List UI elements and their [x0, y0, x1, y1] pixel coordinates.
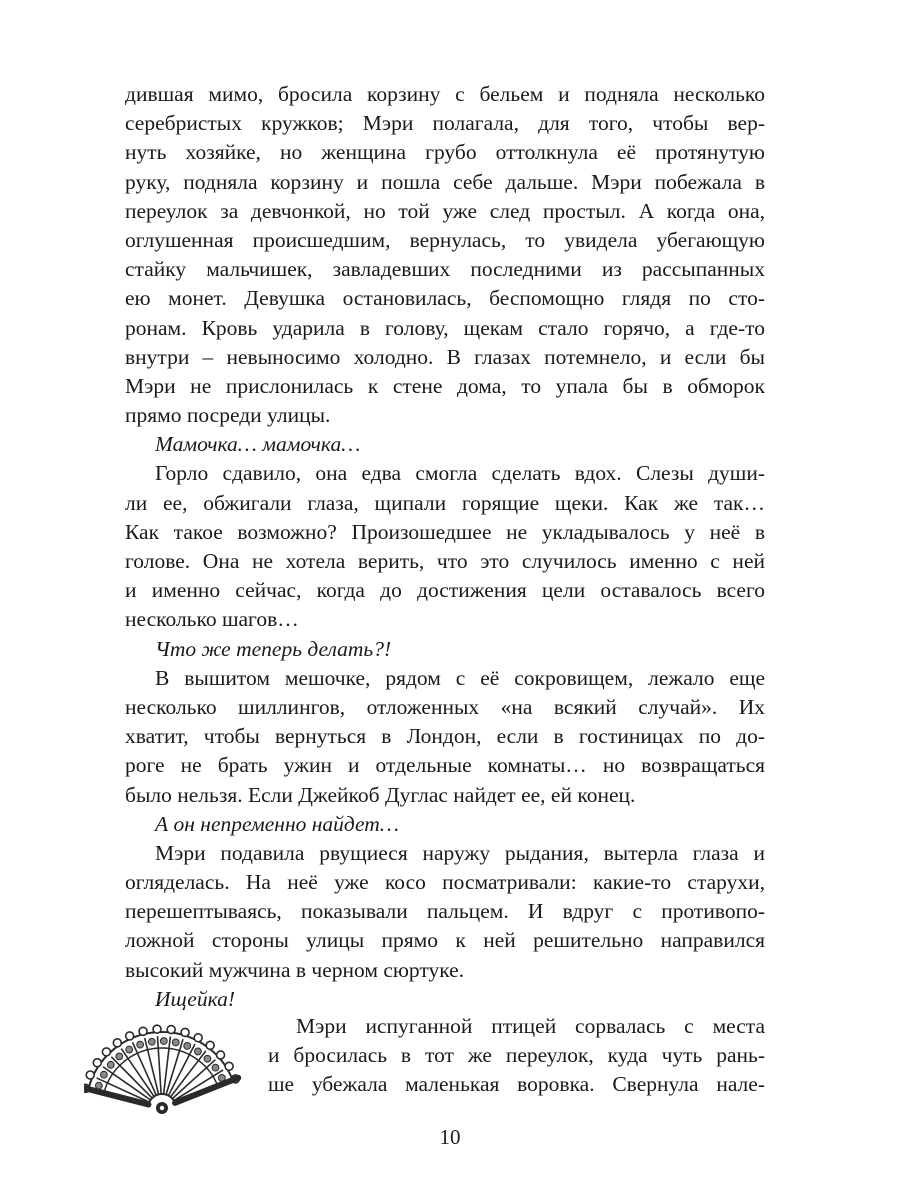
text-line: руку, подняла корзину и пошла себе дальше. Мэри побежала в	[125, 169, 765, 194]
text-line: хватит, чтобы вернуться в Лондон, если в гостиницах по до-	[125, 724, 765, 749]
text-line: огляделась. На неё уже косо посматривали: какие-то старухи,	[125, 870, 765, 895]
text-line: серебристых кружков; Мэри полагала, для того, чтобы вер-	[125, 111, 765, 136]
text-line: ронам. Кровь ударила в голову, щекам стало горячо, а где-то	[125, 315, 765, 340]
text-line: внутри – невыносимо холодно. В глазах потемнело, и если бы	[125, 344, 765, 369]
text-line: стайку мальчишек, завладевших последними из рассыпанных	[125, 257, 765, 282]
text-line: высокий мужчина в черном сюртуке.	[125, 957, 465, 982]
text-line: голове. Она не хотела верить, что это случилось именно с ней	[125, 549, 765, 573]
text-line: Мэри не прислонилась к стене дома, то упала бы в обморок	[125, 373, 765, 398]
folding-fan-icon	[84, 1018, 254, 1114]
italic-thought-line: Мамочка… мамочка…	[155, 432, 361, 457]
wrapped-paragraph	[268, 1012, 765, 1100]
text-line: ше убежала маленькая воровка. Свернула нале-	[268, 1072, 765, 1097]
page-number: 10	[439, 1125, 461, 1149]
text-line: перешептываясь, показывали пальцем. И вдруг с противопо-	[125, 899, 765, 924]
text-line: несколько шагов…	[125, 607, 299, 632]
text-line: и именно сейчас, когда до достижения цели оставалось всего	[125, 578, 765, 603]
text-line: Горло сдавило, она едва смогла сделать вдох. Слезы души-	[155, 461, 765, 486]
text-line: было нельзя. Если Джейкоб Дуглас найдет ее, ей конец.	[125, 782, 636, 807]
text-line: несколько шиллингов, отложенных «на всякий случай». Их	[125, 694, 765, 719]
main-text-block	[125, 80, 765, 1014]
italic-thought-line: Ищейка!	[155, 986, 236, 1011]
italic-thought-line: Что же теперь делать?!	[155, 636, 392, 661]
italic-thought-line: А он непременно найдет…	[155, 811, 399, 836]
text-line: Как такое возможно? Произошедшее не укладывалось у неё в	[125, 519, 765, 544]
text-line: В вышитом мешочке, рядом с её сокровищем, лежало еще	[155, 665, 765, 690]
text-line: Мэри подавила рвущиеся наружу рыдания, вытерла глаза и	[155, 840, 765, 865]
text-line: оглушенная происшедшим, вернулась, то увидела убегающую	[125, 227, 765, 252]
text-line: ею монет. Девушка остановилась, беспомощно глядя по сто-	[125, 286, 765, 311]
text-line: ложной стороны улицы прямо к ней решительно направился	[125, 928, 765, 953]
text-line: нуть хозяйке, но женщина грубо оттолкнула её протянутую	[125, 140, 765, 165]
text-line: роге не брать ужин и отдельные комнаты… но возвращаться	[125, 753, 765, 778]
text-line: и бросилась в тот же переулок, куда чуть рань-	[268, 1043, 765, 1068]
text-line: дившая мимо, бросила корзину с бельем и подняла несколько	[125, 82, 765, 106]
text-line: переулок за девчонкой, но той уже след простыл. А когда она,	[125, 198, 765, 223]
text-line: ли ее, обжигали глаза, щипали горящие щеки. Как же так…	[125, 490, 765, 515]
text-line: прямо посреди улицы.	[125, 403, 331, 428]
text-line: Мэри испуганной птицей сорвалась с места	[296, 1014, 765, 1038]
